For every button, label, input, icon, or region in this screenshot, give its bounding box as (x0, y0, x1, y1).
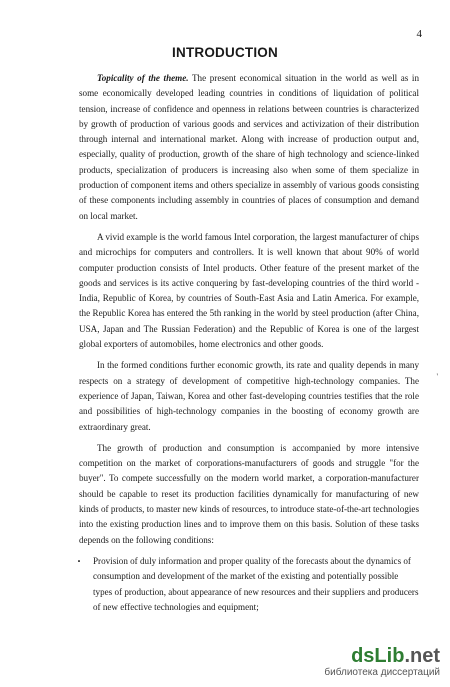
conditions-list (79, 554, 419, 615)
paragraph-text: The present economical situation in the world as well as in some economically developed leading countries in conditions of liquidation of political tension, increase of confidence and openness in relations between countries is characterized by growth of production of various goods and services and activization of their distribution through internal and international market. Along with increase of production output and, especially, quality of production, growth of the share of high technology and science-linked products, specialization of producers is increasing also when some of them specialize in production of component items and others specialize in assembly of various goods consisting of these components including assembly in countries of places of consumption and demand on local market. (79, 73, 419, 221)
watermark-logo-main: dsLib (351, 645, 405, 667)
paragraph-lead: Topicality of the theme. (97, 73, 189, 83)
paragraph: A vivid example is the world famous Intel corporation, the largest manufacturer of chips and microchips for computers and controllers. It is well known that about 90% of world computer production consists of Intel products. Other feature of the present market of the goods and services is its active conquering by fast-developing countries of the third world - India, Republic of Korea, by countries of South-East Asia and Latin America. For example, the Republic Korea has entered the 5th ranking in the world by steel production (after China, USA, Japan and The Russian Federation) and the Republic of Korea is one of the largest global exporters of automobiles, home electronics and other goods. (79, 231, 419, 350)
paragraph (79, 71, 419, 224)
paragraph: The growth of production and consumption is accompanied by more intensive competition on the market of corporations-manufacturers of goods and struggle "for the buyer". To compete successfully on the modern world market, a corporation-manufacturer should be capable to reset its production facilities dynamically for manufacturing of new kinds of products, to master new kinds of resources, to introduce state-of-the-art technologies into the existing production lines and to improve them on this basis. Solution of these tasks depends on the following conditions: (79, 442, 419, 545)
watermark-logo-tld: .net (404, 645, 440, 667)
body-text (79, 71, 419, 615)
watermark-logo[interactable] (300, 645, 440, 679)
margin-mark: ' (436, 372, 438, 381)
page-title: INTRODUCTION (172, 45, 278, 60)
list-item: · Provision of duly information and proper quality of the forecasts about the dynamics of consumption and development of the market of the existing and potentially possible types of production, about appearance of new resources and their suppliers and producers of new effective technologies and equipment; (79, 554, 419, 615)
page-number: 4 (416, 28, 422, 40)
watermark-subtitle: библиотека диссертаций (324, 667, 440, 678)
paragraph: In the formed conditions further economic growth, its rate and quality depends in many respects on a strategy of development of competitive high-technology companies. The experience of Japan, Taiwan, Korea and other fast-developing countries testifies that the role and possibilities of high-technology companies in the boosting of economy growth are extraordinary great. (79, 360, 419, 432)
watermark-title (300, 645, 440, 667)
